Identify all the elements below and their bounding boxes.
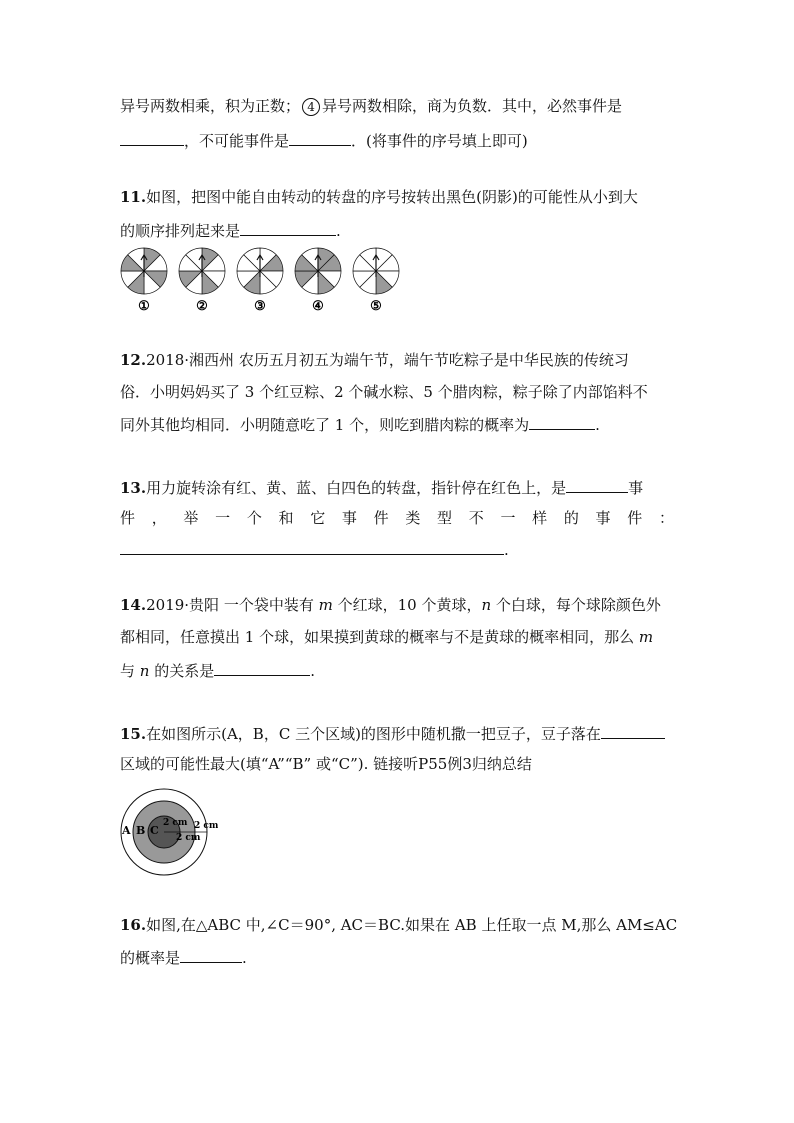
- q13-char: 型: [437, 509, 453, 527]
- q13-char: 个: [246, 509, 262, 527]
- spinner-label: ⑤: [370, 299, 382, 314]
- q13-char: 的: [563, 509, 579, 527]
- q13-char: ，: [151, 509, 167, 527]
- answer-blank[interactable]: [120, 538, 504, 555]
- q13-line2: [120, 508, 674, 528]
- q12-line1: 12.2018·湘西州 农历五月初五为端午节，端午节吃粽子是中华民族的传统习: [120, 351, 629, 369]
- spinner-5: [353, 248, 399, 314]
- spinner-label: ③: [254, 299, 266, 314]
- spinner-label: ①: [138, 299, 150, 314]
- q13-line3: .: [120, 538, 509, 560]
- q13-char: 一: [215, 509, 231, 527]
- q13-char: 一: [500, 509, 516, 527]
- answer-blank[interactable]: [529, 413, 595, 430]
- spinner-figure: [118, 244, 408, 318]
- spinner-label: ④: [312, 299, 324, 314]
- label-b: B: [136, 824, 146, 837]
- q13-char: 它: [310, 509, 326, 527]
- spinner-2: [179, 248, 225, 314]
- q13-char: 举: [183, 509, 199, 527]
- q12-line3: 同外其他均相同．小明随意吃了 1 个，则吃到腊肉粽的概率为 .: [120, 413, 600, 435]
- label-a: A: [122, 824, 131, 837]
- q11-line1: 11.如图，把图中能自由转动的转盘的序号按转出黑色(阴影)的可能性从小到大: [120, 188, 638, 206]
- q13-char: 类: [405, 509, 421, 527]
- q16-line2: 的概率是 .: [120, 946, 247, 968]
- dim-label-3: 2 cm: [176, 833, 201, 843]
- q13-char: 事: [595, 509, 611, 527]
- circled-number: 4: [302, 98, 320, 116]
- q10-line1: 异号两数相乘，积为正数； 4 异号两数相除，商为负数．其中，必然事件是: [120, 97, 623, 115]
- q13-char: 和: [278, 509, 294, 527]
- q14-line2: 都相同，任意摸出 1 个球，如果摸到黄球的概率与不是黄球的概率相同，那么 m: [120, 628, 654, 646]
- q13-char: 件: [627, 509, 643, 527]
- answer-blank[interactable]: [601, 722, 665, 739]
- dim-label-1: 2 cm: [163, 818, 188, 828]
- spinner-4: [295, 248, 341, 314]
- q13-char: 样: [532, 509, 548, 527]
- q12-line2: 俗．小明妈妈买了 3 个红豆粽、2 个碱水粽、5 个腊肉粽，粽子除了内部馅料不: [120, 383, 648, 401]
- dim-label-2: 2 cm: [194, 821, 218, 831]
- q14-line3: 与 n 的关系是 .: [120, 659, 315, 681]
- q15-line2: 区域的可能性最大(填“A”“B” 或“C”). 链接听P55例3归纳总结: [120, 755, 532, 773]
- q13-char: 事: [341, 509, 357, 527]
- q13-line1: 13.用力旋转涂有红、黄、蓝、白四色的转盘，指针停在红色上，是 事: [120, 476, 643, 498]
- spinner-label: ②: [196, 299, 208, 314]
- answer-blank[interactable]: [180, 946, 242, 963]
- q13-char: 件: [120, 509, 136, 527]
- answer-blank[interactable]: [289, 129, 351, 146]
- answer-blank[interactable]: [240, 219, 336, 236]
- answer-blank[interactable]: [566, 476, 628, 493]
- answer-blank[interactable]: [214, 659, 310, 676]
- q10-line2: ，不可能事件是 ．(将事件的序号填上即可): [120, 129, 528, 151]
- label-c: C: [150, 824, 159, 837]
- answer-blank[interactable]: [120, 129, 184, 146]
- q16-line1: 16.如图,在△ABC 中,∠C＝90°, AC＝BC.如果在 AB 上任取一点 M,那么 AM≤AC: [120, 916, 678, 934]
- spinner-1: [121, 248, 167, 314]
- q14-line1: 14.2019·贵阳 一个袋中装有 m 个红球，10 个黄球，n 个白球，每个球除颜色外: [120, 596, 661, 614]
- spinner-3: [237, 248, 283, 314]
- q11-line2: 的顺序排列起来是 .: [120, 219, 341, 241]
- q13-char: 不: [468, 509, 484, 527]
- q13-char: ：: [658, 509, 674, 527]
- q15-line1: 15.在如图所示(A，B，C 三个区域)的图形中随机撒一把豆子，豆子落在: [120, 722, 665, 744]
- q13-char: 件: [373, 509, 389, 527]
- concentric-circles-figure: [118, 786, 218, 878]
